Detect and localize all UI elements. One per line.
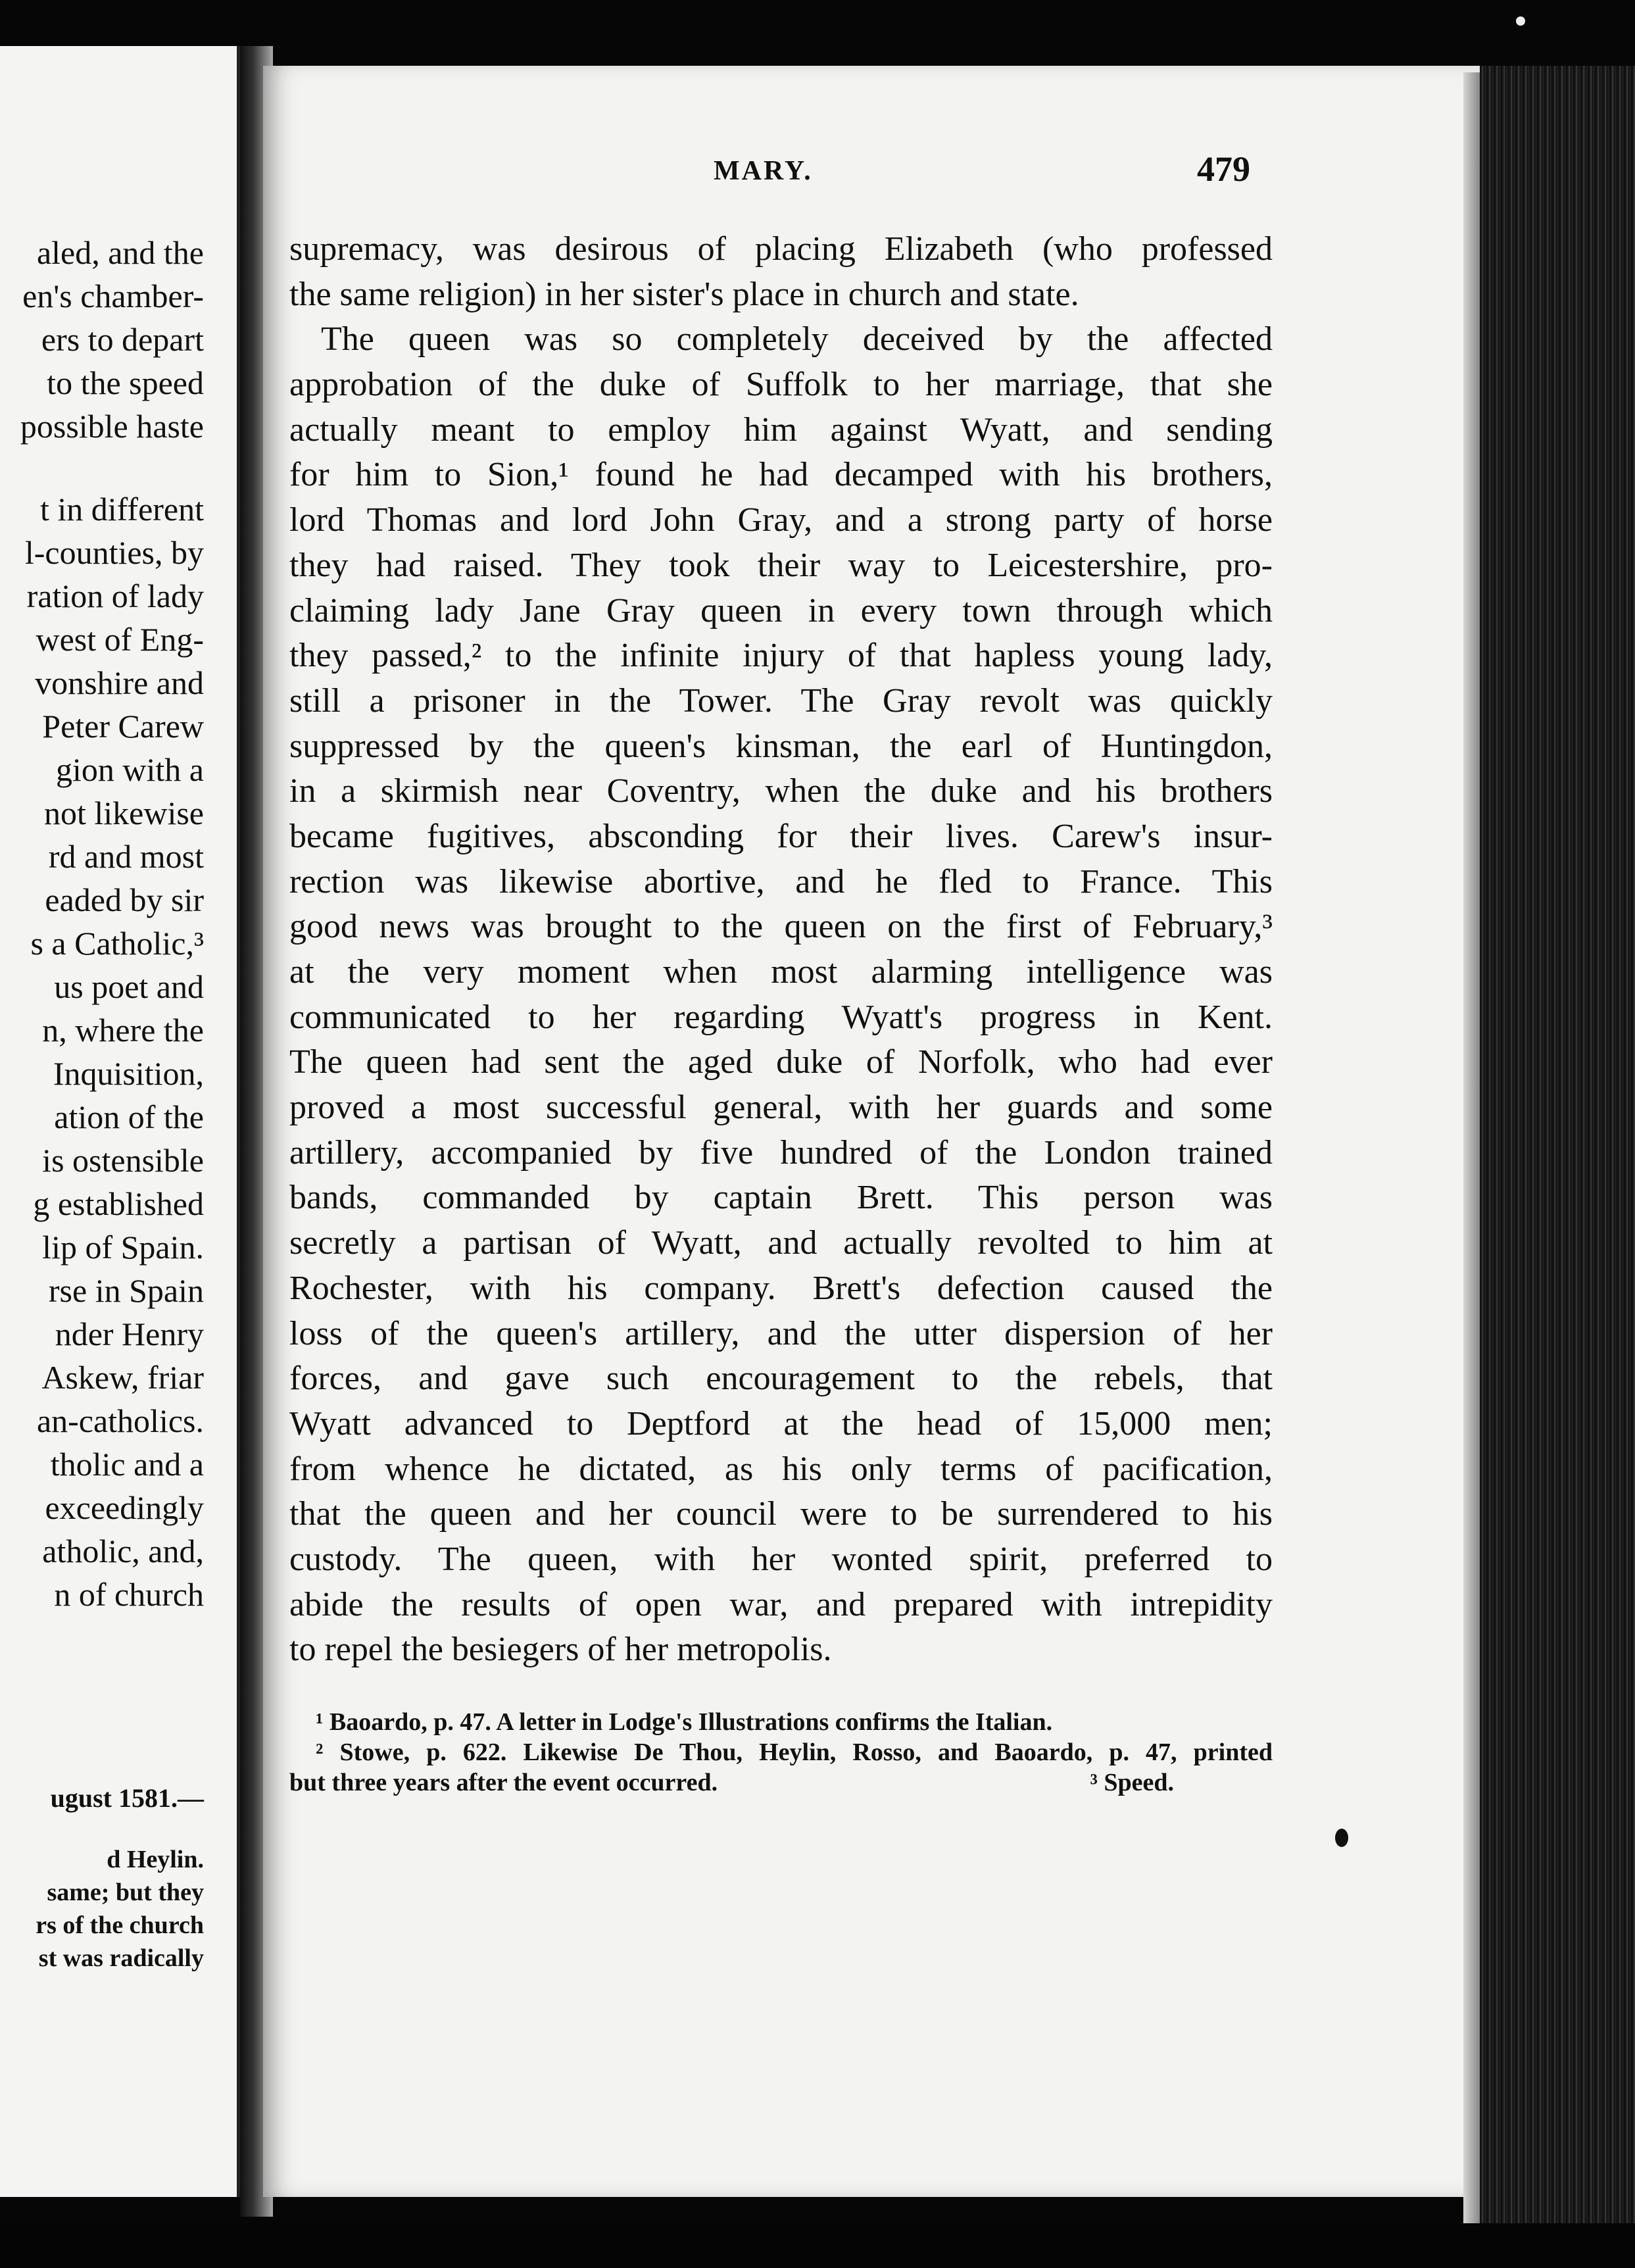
text-line: The queen had sent the aged duke of Norfolk, who had ever: [289, 1043, 1273, 1081]
text-line: The queen was so completely deceived by the affected: [321, 320, 1273, 358]
text-line: became fugitives, absconding for their lives. Carew's insur-: [289, 817, 1273, 855]
footnote-row: [289, 1767, 1273, 1798]
left-line: en's chamber-: [22, 278, 204, 314]
text-line: artillery, accompanied by five hundred of the London trained: [289, 1133, 1273, 1171]
left-footnote-line: rs of the church: [36, 1911, 204, 1939]
left-line: us poet and: [54, 968, 204, 1005]
text-line: Wyatt advanced to Deptford at the head of 15,000 men;: [289, 1404, 1273, 1442]
left-line: is ostensible: [42, 1142, 204, 1179]
running-head: MARY.: [714, 156, 813, 186]
text-line: approbation of the duke of Suffolk to her marriage, that she: [289, 366, 1273, 404]
left-line: s a Catholic,³: [30, 925, 204, 962]
text-line: rection was likewise abortive, and he fled to France. This: [289, 862, 1273, 900]
left-line: eaded by sir: [45, 881, 204, 918]
text-line: bands, commanded by captain Brett. This person was: [289, 1179, 1273, 1217]
text-line: good news was brought to the queen on the first of February,³: [289, 908, 1273, 946]
footnotes: [289, 1707, 1273, 1798]
left-footnote-line: ugust 1581.—: [50, 1783, 204, 1813]
left-line: atholic, and,: [42, 1533, 204, 1569]
left-line: an-catholics.: [36, 1402, 204, 1439]
left-footnote-line: same; but they: [47, 1879, 204, 1906]
text-line: they had raised. They took their way to Leicestershire, pro-: [289, 546, 1273, 584]
left-line: Askew, friar: [41, 1359, 204, 1396]
left-line: t in different: [40, 491, 204, 528]
text-line: communicated to her regarding Wyatt's progress in Kent.: [289, 998, 1273, 1036]
text-line: for him to Sion,¹ found he had decamped with his brothers,: [289, 456, 1273, 494]
left-line: n of church: [54, 1576, 204, 1613]
text-line: loss of the queen's artillery, and the utter dispersion of her: [289, 1314, 1273, 1352]
left-footnote-line: st was radically: [38, 1944, 204, 1972]
left-line: rd and most: [48, 838, 204, 875]
left-line: n, where the: [42, 1012, 204, 1048]
text-line: the same religion) in her sister's place in church and state.: [289, 275, 1079, 313]
text-line: claiming lady Jane Gray queen in every town through which: [289, 591, 1273, 629]
left-line: ers to depart: [41, 321, 204, 358]
text-line: from whence he dictated, as his only terms of pacification,: [289, 1450, 1273, 1488]
left-line: l-counties, by: [24, 534, 204, 571]
left-line: Inquisition,: [53, 1055, 204, 1092]
scan-bottom-border: [0, 2223, 1635, 2268]
corner-mark: [1516, 16, 1525, 26]
left-line: tholic and a: [50, 1446, 204, 1483]
text-line: abide the results of open war, and prepared with intrepidity: [289, 1585, 1273, 1623]
left-line: west of Eng-: [36, 621, 204, 658]
left-line: Peter Carew: [42, 708, 204, 745]
left-line: gion with a: [56, 751, 204, 788]
left-line: possible haste: [20, 408, 204, 445]
text-line: that the queen and her council were to be surrendered to his: [289, 1495, 1273, 1533]
text-line: lord Thomas and lord John Gray, and a strong party of horse: [289, 501, 1273, 539]
left-line: exceedingly: [45, 1489, 204, 1526]
text-line: secretly a partisan of Wyatt, and actually revolted to him at: [289, 1224, 1273, 1262]
page-number: 479: [1197, 149, 1250, 189]
left-line: rse in Spain: [48, 1272, 204, 1309]
left-line: ation of the: [54, 1098, 204, 1135]
ink-speck: [1335, 1829, 1348, 1847]
footnote-2-continued: but three years after the event occurred.: [289, 1769, 718, 1796]
text-line: in a skirmish near Coventry, when the duke and his brothers: [289, 772, 1273, 810]
text-line: actually meant to employ him against Wyatt, and sending: [289, 410, 1273, 449]
left-line: not likewise: [43, 795, 204, 831]
left-line: vonshire and: [35, 664, 204, 701]
footnote-3: ³ Speed.: [1090, 1769, 1174, 1796]
left-line: aled, and the: [36, 234, 204, 271]
text-line: supremacy, was desirous of placing Elizabeth (who professed: [289, 230, 1273, 268]
text-line: to repel the besiegers of her metropolis.: [289, 1631, 832, 1669]
body-text: [289, 227, 1273, 1673]
left-line: ration of lady: [26, 578, 204, 614]
left-line: g established: [33, 1185, 204, 1222]
text-line: forces, and gave such encouragement to the rebels, that: [289, 1360, 1273, 1398]
text-line: proved a most successful general, with her guards and some: [289, 1089, 1273, 1127]
left-line: to the speed: [47, 364, 204, 401]
text-line: suppressed by the queen's kinsman, the earl of Huntingdon,: [289, 727, 1273, 765]
footnote-1: ¹ Baoardo, p. 47. A letter in Lodge's Illustrations confirms the Italian.: [316, 1708, 1053, 1736]
left-line: lip of Spain.: [42, 1229, 204, 1266]
text-line: Rochester, with his company. Brett's defection caused the: [289, 1269, 1273, 1307]
text-line: custody. The queen, with her wonted spirit, preferred to: [289, 1540, 1273, 1578]
footnote-2: ² Stowe, p. 622. Likewise De Thou, Heylin, Rosso, and Baoardo, p. 47, printed: [316, 1738, 1273, 1766]
left-footnote-line: d Heylin.: [107, 1846, 204, 1873]
text-line: they passed,² to the infinite injury of that hapless young lady,: [289, 637, 1273, 675]
left-facing-page: [0, 46, 242, 2197]
text-line: at the very moment when most alarming intelligence was: [289, 953, 1273, 991]
text-line: still a prisoner in the Tower. The Gray revolt was quickly: [289, 681, 1273, 720]
left-line: nder Henry: [55, 1316, 204, 1352]
page-stack-edges: [1480, 66, 1635, 2268]
